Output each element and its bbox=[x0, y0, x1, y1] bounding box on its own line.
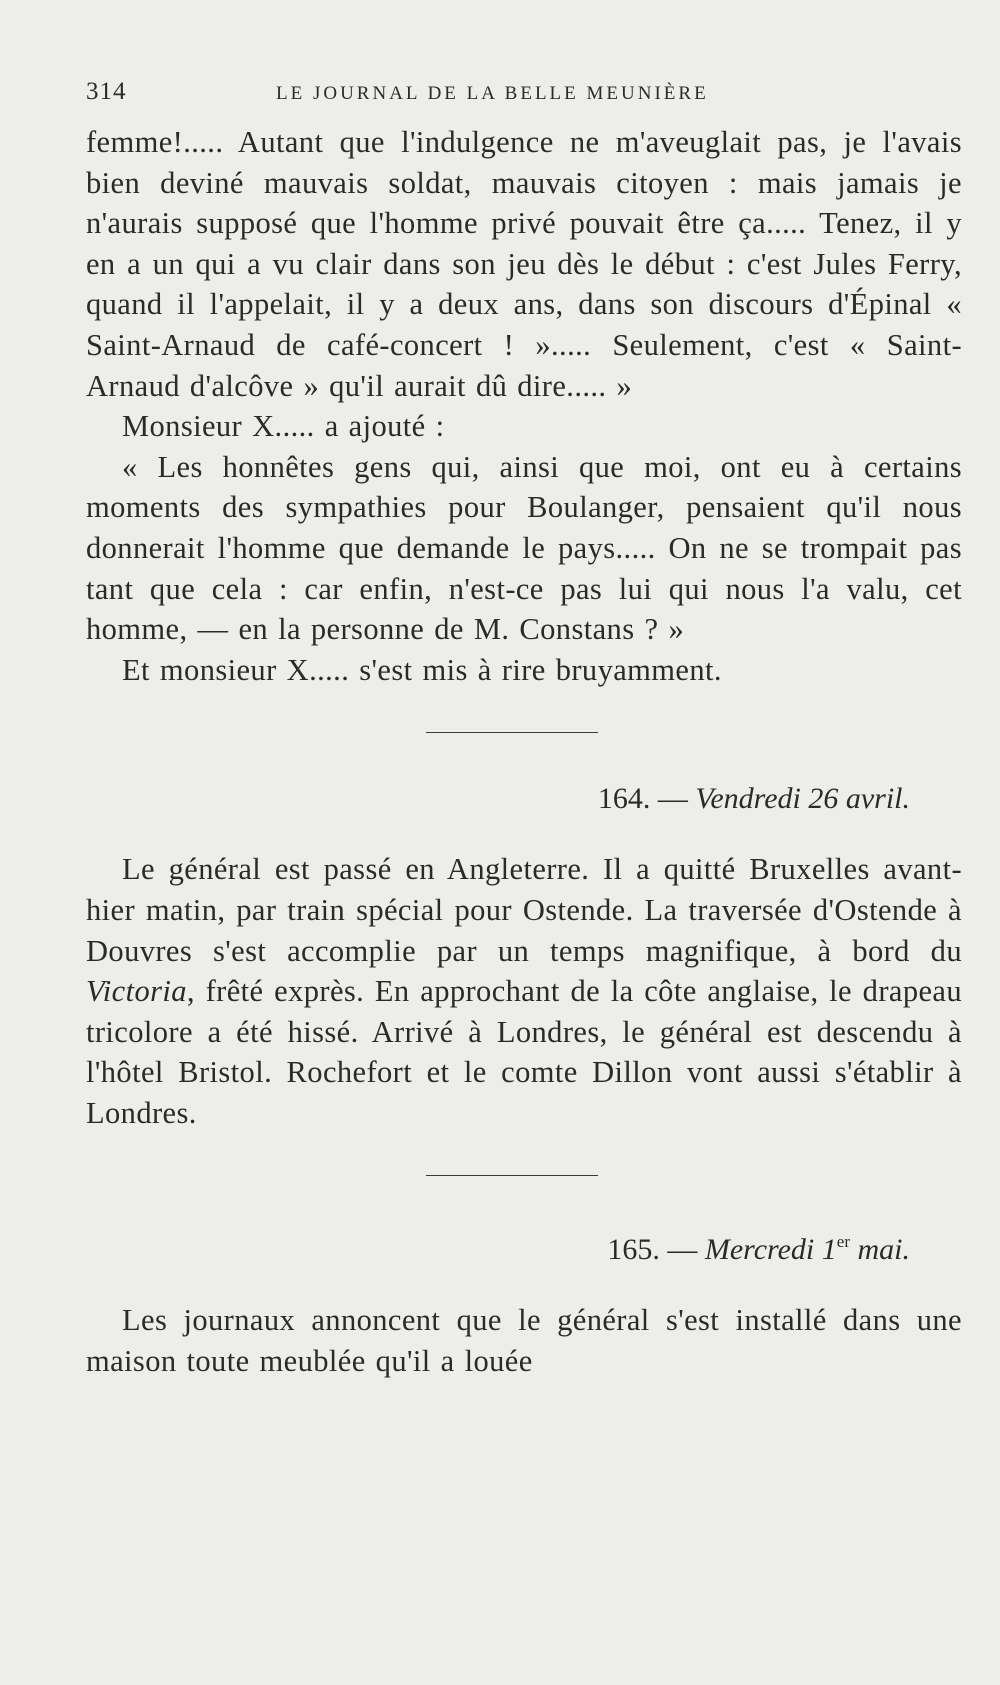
paragraph bbox=[86, 849, 962, 1133]
entry-date: Vendredi 26 avril. bbox=[695, 782, 910, 816]
entry-date bbox=[705, 1233, 910, 1266]
paragraph-continuation: femme!..... Autant que l'indulgence ne m'aveuglait pas, je l'avais bien deviné mauvais soldat, mauvais citoyen : mais jamais je n'aurais supposé que l'homme privé pouvait être ça..... Tenez, il y en a un qui a vu clair dans son jeu dès le début : c'est Jules Ferry, quand il l'appelait, il y a deux ans, dans son discours d'Épinal « Saint-Arnaud de café-concert ! »..... Seulement, c'est « Saint-Arnaud d'alcôve » qu'il aurait dû dire..... » bbox=[86, 125, 962, 403]
ship-name: Victoria bbox=[86, 974, 187, 1009]
entry-heading-165 bbox=[86, 1222, 962, 1270]
entry-heading-164 bbox=[86, 779, 962, 819]
section-divider bbox=[426, 732, 598, 733]
paragraph: « Les honnêtes gens qui, ainsi que moi, ont eu à certains moments des sympathies pour Boulanger, pensaient qu'il nous donnerait l'homme que demande le pays..... On ne se trompait pas tant que cela : car enfin, n'est-ce pas lui qui nous l'a valu, cet homme, — en la personne de M. Constans ? » bbox=[86, 449, 962, 647]
entry-number: 164. — bbox=[597, 782, 688, 816]
entry-164-body bbox=[86, 849, 962, 1133]
running-title: LE JOURNAL DE LA BELLE MEUNIÈRE bbox=[276, 83, 709, 104]
page-header bbox=[86, 78, 962, 118]
entry-date-end: mai. bbox=[850, 1233, 910, 1267]
entry-text: Le général est passé en Angleterre. Il a quitté Bruxelles avant-hier matin, par train spécial pour Ostende. La traversée d'Ostende à Douvres s'est accomplie par un temps magnifique, à bord du bbox=[86, 852, 962, 968]
section-divider bbox=[426, 1175, 598, 1176]
page-number: 314 bbox=[86, 78, 127, 105]
paragraph: Et monsieur X..... s'est mis à rire bruyamment. bbox=[122, 652, 722, 687]
entry-date-start: Mercredi 1 bbox=[704, 1233, 837, 1267]
paragraph: Monsieur X..... a ajouté : bbox=[122, 409, 445, 444]
entry-date-superscript: er bbox=[836, 1232, 850, 1252]
paragraph: Les journaux annoncent que le général s'est installé dans une maison toute meublée qu'il a louée bbox=[86, 1303, 962, 1379]
body-text-top bbox=[86, 122, 962, 690]
entry-number: 165. — bbox=[607, 1233, 698, 1267]
entry-165-body bbox=[86, 1300, 962, 1381]
entry-text: , frêté exprès. En approchant de la côte anglaise, le drapeau tricolore a été hissé. Arrivé à Londres, le général est descendu à l'hôtel Bristol. Rochefort et le comte Dillon vont aussi s'établir à Londres. bbox=[86, 974, 962, 1130]
